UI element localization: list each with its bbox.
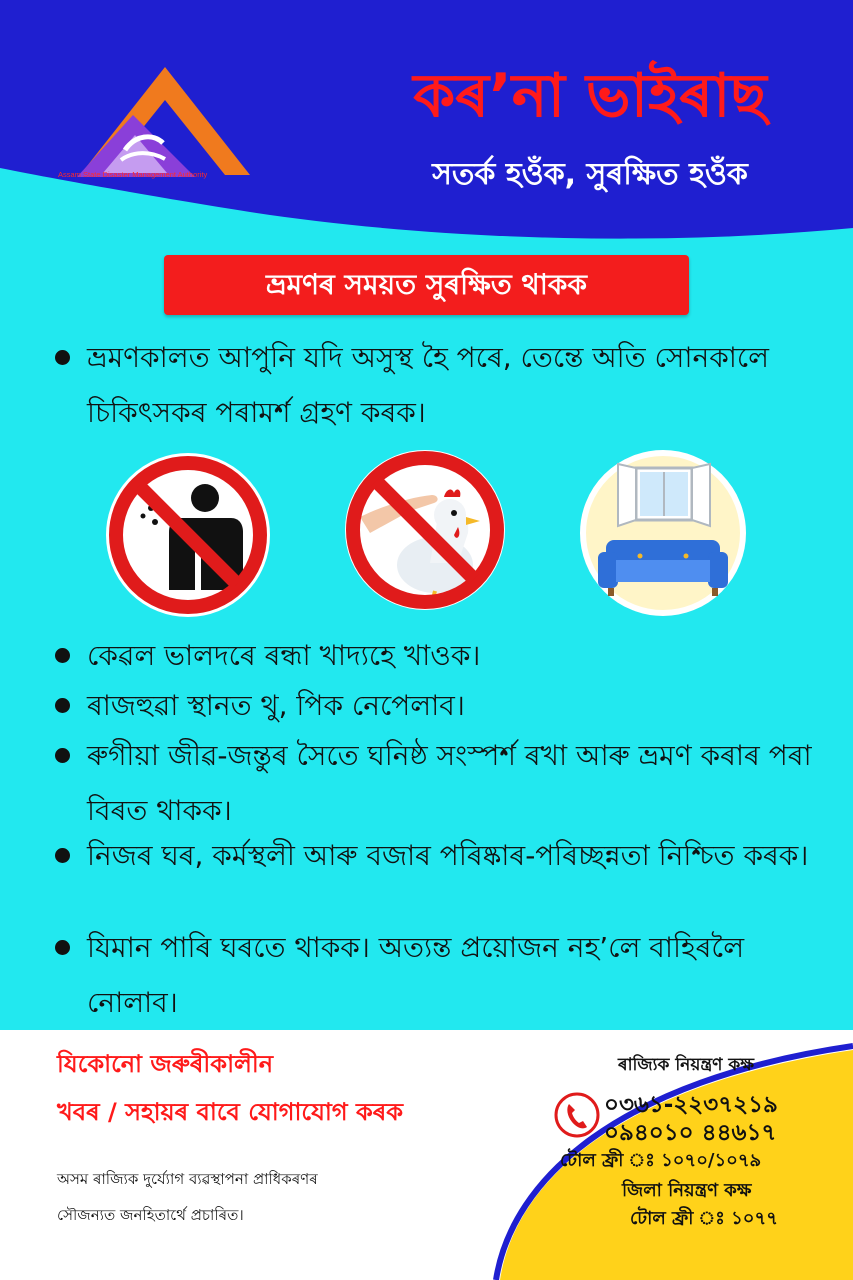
page-title: কৰ’না ভাইৰাছ [413,61,767,131]
list-item [55,628,815,683]
credit-line-2: সৌজন্যত জনহিতাৰ্থে প্ৰচাৰিত। [57,1206,244,1224]
bullet-dot [55,748,70,763]
district-control-label: জিলা নিয়ন্ত্ৰণ কক্ষ [622,1180,752,1201]
phone-number-2[interactable]: ০৯৪০১০ ৪৪৬১৭ [604,1120,777,1146]
logo-caption: Assam State Disaster Management Authority [58,170,208,179]
list-item-text: নিজৰ ঘৰ, কৰ্মস্থলী আৰু বজাৰ পৰিষ্কাৰ-পৰিচ্ছন্নতা নিশ্চিত কৰক। [87,839,809,872]
page-subtitle: সতৰ্ক হওঁক, সুৰক্ষিত হওঁক [432,157,748,192]
phone-number-1[interactable]: ০৩৬১-২২৩৭২১৯ [604,1092,778,1118]
phone-icon [552,1090,602,1140]
list-item-text: ৰুগীয়া জীৱ-জন্তুৰ সৈতে ঘনিষ্ঠ সংস্পৰ্শ ৰখা আৰু ভ্ৰমণ কৰাৰ পৰা বিৰত থাকক। [87,739,812,827]
bullet-dot [55,848,70,863]
list-item-text: ৰাজহুৱা স্থানত থু, পিক নেপেলাব। [87,689,465,722]
no-contact-with-animals-icon [340,445,510,615]
clean-home-icon [578,448,748,618]
no-spitting-icon [103,450,273,620]
list-item [55,678,815,733]
list-item-text: যিমান পাৰি ঘৰতে থাকক। অত্যন্ত প্ৰয়োজন নহ’লে বাহিৰলৈ নোলাব। [87,931,745,1019]
list-item [55,920,815,1030]
toll-free-district[interactable]: টোল ফ্ৰী ঃ ১০৭৭ [630,1208,778,1229]
credit-line-1: অসম ৰাজ্যিক দুৰ্য্যোগ ব্যৱস্থাপনা প্ৰাধিকৰণৰ [57,1170,318,1188]
toll-free-state[interactable]: টোল ফ্ৰী ঃ ১০৭০/১০৭৯ [560,1150,762,1171]
state-control-label: ৰাজ্যিক নিয়ন্ত্ৰণ কক্ষ [618,1055,755,1075]
asdma-logo-icon [55,55,255,185]
bullet-dot [55,940,70,955]
list-item-text: ভ্ৰমণকালত আপুনি যদি অসুস্থ হৈ পৰে, তেন্তে অতি সোনকালে চিকিৎসকৰ পৰামৰ্শ গ্ৰহণ কৰক। [87,341,770,429]
emergency-line-1: যিকোনো জৰুৰীকালীন [57,1050,274,1078]
list-item-text: কেৱল ভালদৰে ৰন্ধা খাদ্যহে খাওক। [87,639,481,672]
section-banner: ভ্ৰমণৰ সময়ত সুৰক্ষিত থাকক [164,255,689,315]
bullet-dot [55,648,70,663]
emergency-line-2: খবৰ / সহায়ৰ বাবে যোগাযোগ কৰক [57,1098,404,1126]
list-item [55,330,815,440]
list-item [55,728,815,838]
bullet-dot [55,350,70,365]
bullet-dot [55,698,70,713]
